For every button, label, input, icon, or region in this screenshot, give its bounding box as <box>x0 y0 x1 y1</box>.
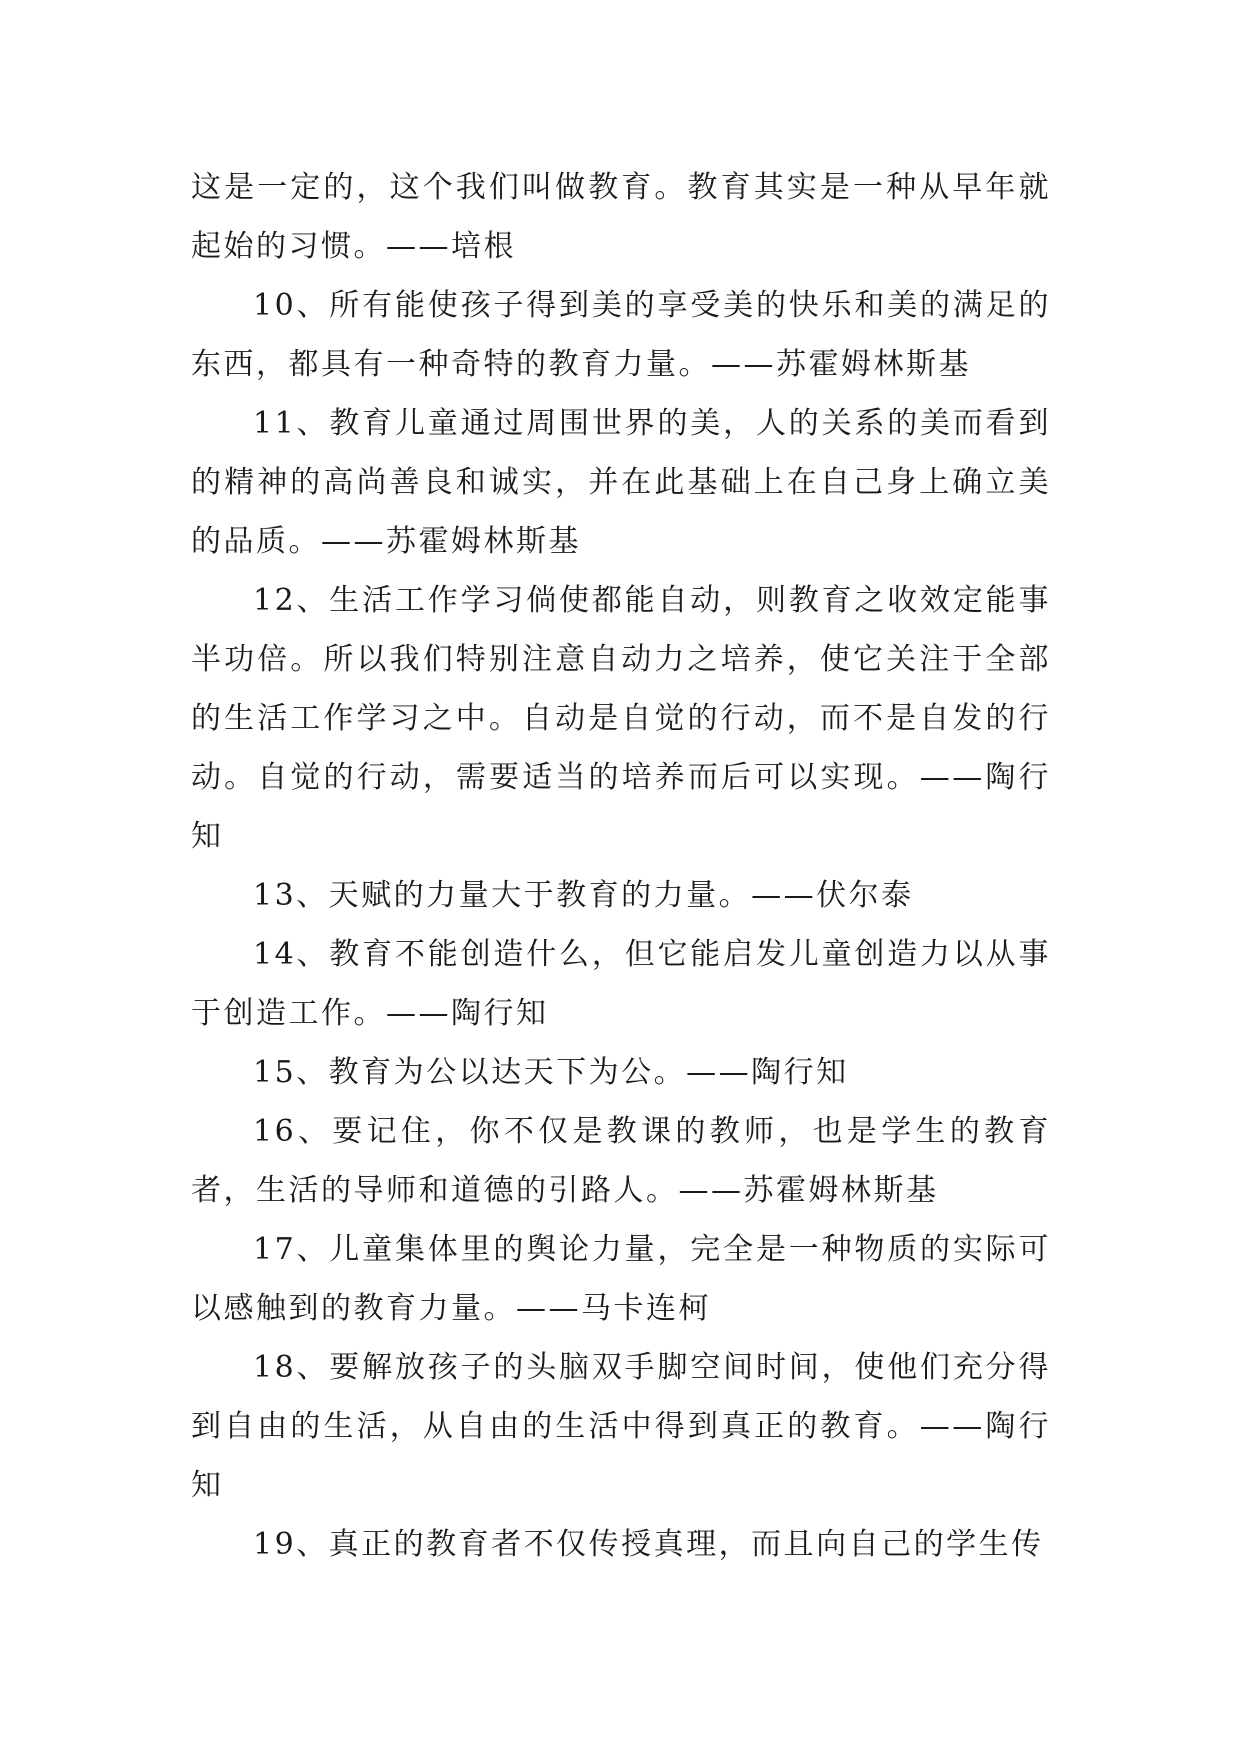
quote-17: 17、儿童集体里的舆论力量，完全是一种物质的实际可以感触到的教育力量。——马卡连柯 <box>191 1232 1051 1326</box>
quote-16: 16、要记住，你不仅是教课的教师，也是学生的教育者，生活的导师和道德的引路人。——苏霍姆林斯基 <box>191 1114 1051 1208</box>
paragraph-continuation: 这是一定的，这个我们叫做教育。教育其实是一种从早年就起始的习惯。——培根 <box>191 170 1051 264</box>
quote-18: 18、要解放孩子的头脑双手脚空间时间，使他们充分得到自由的生活，从自由的生活中得到真正的教育。——陶行知 <box>191 1350 1051 1503</box>
quote-15: 15、教育为公以达天下为公。——陶行知 <box>253 1055 849 1090</box>
document-page <box>191 158 1051 1574</box>
quote-13: 13、天赋的力量大于教育的力量。——伏尔泰 <box>253 878 914 913</box>
quote-12: 12、生活工作学习倘使都能自动，则教育之收效定能事半功倍。所以我们特别注意自动力之培养，使它关注于全部的生活工作学习之中。自动是自觉的行动，而不是自发的行动。自觉的行动，需要适当的培养而后可以实现。——陶行知 <box>191 583 1051 854</box>
quote-14: 14、教育不能创造什么，但它能启发儿童创造力以从事于创造工作。——陶行知 <box>191 937 1051 1031</box>
quote-10: 10、所有能使孩子得到美的享受美的快乐和美的满足的东西，都具有一种奇特的教育力量。——苏霍姆林斯基 <box>191 288 1051 382</box>
quote-11: 11、教育儿童通过周围世界的美，人的关系的美而看到的精神的高尚善良和诚实，并在此基础上在自己身上确立美的品质。——苏霍姆林斯基 <box>191 406 1051 559</box>
quote-19: 19、真正的教育者不仅传授真理，而且向自己的学生传 <box>253 1527 1044 1562</box>
